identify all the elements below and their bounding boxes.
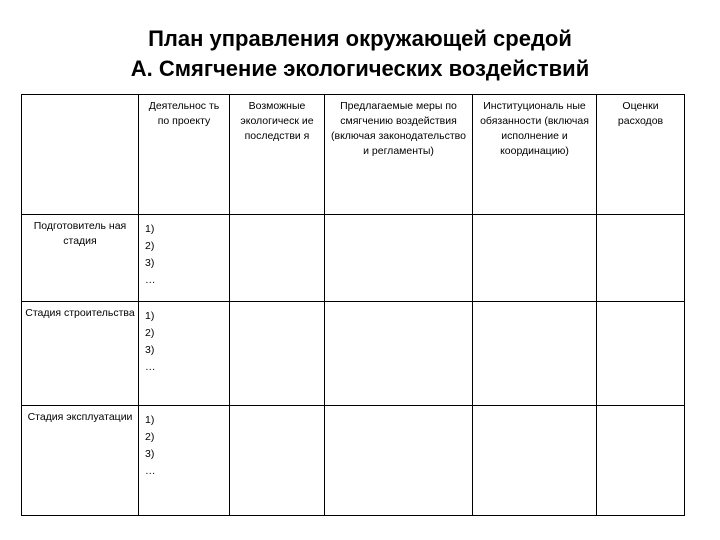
table-row bbox=[22, 215, 685, 302]
activity-cell bbox=[139, 302, 230, 406]
responsibilities-cell bbox=[473, 215, 597, 302]
measures-cell bbox=[325, 215, 473, 302]
activity-item: 2) bbox=[145, 240, 155, 252]
responsibilities-cell bbox=[473, 406, 597, 516]
activity-item: 3) bbox=[145, 257, 155, 269]
header-costs: Оценки расходов bbox=[597, 95, 685, 215]
header-stage bbox=[22, 95, 139, 215]
measures-cell bbox=[325, 406, 473, 516]
impacts-cell bbox=[230, 302, 325, 406]
activity-item: 3) bbox=[145, 344, 155, 356]
activity-item: … bbox=[145, 274, 156, 286]
stage-cell: Стадия строительства bbox=[22, 302, 139, 406]
impacts-cell bbox=[230, 406, 325, 516]
table-row bbox=[22, 406, 685, 516]
costs-cell bbox=[597, 302, 685, 406]
activity-item: 2) bbox=[145, 431, 155, 443]
activity-item: … bbox=[145, 361, 156, 373]
activity-cell bbox=[139, 406, 230, 516]
activity-item: 1) bbox=[145, 414, 155, 426]
activity-item: … bbox=[145, 465, 156, 477]
activity-item: 1) bbox=[145, 223, 155, 235]
activity-cell bbox=[139, 215, 230, 302]
mitigation-plan-table bbox=[21, 94, 685, 516]
header-activity: Деятельнос ть по проекту bbox=[139, 95, 230, 215]
activity-item: 1) bbox=[145, 310, 155, 322]
costs-cell bbox=[597, 215, 685, 302]
table-row bbox=[22, 302, 685, 406]
activity-item: 3) bbox=[145, 448, 155, 460]
measures-cell bbox=[325, 302, 473, 406]
header-impacts: Возможные экологическ ие последстви я bbox=[230, 95, 325, 215]
impacts-cell bbox=[230, 215, 325, 302]
page-title bbox=[0, 24, 720, 84]
header-responsibilities: Институциональ ные обязанности (включая исполнение и координацию) bbox=[473, 95, 597, 215]
responsibilities-cell bbox=[473, 302, 597, 406]
stage-cell: Подготовитель ная стадия bbox=[22, 215, 139, 302]
stage-cell: Стадия эксплуатации bbox=[22, 406, 139, 516]
activity-item: 2) bbox=[145, 327, 155, 339]
title-line-2: А. Смягчение экологических воздействий bbox=[130, 56, 590, 81]
title-line-1: План управления окружающей средой bbox=[148, 26, 572, 51]
header-row bbox=[22, 95, 685, 215]
costs-cell bbox=[597, 406, 685, 516]
header-measures: Предлагаемые меры по смягчению воздействия (включая законодательство и регламенты) bbox=[325, 95, 473, 215]
